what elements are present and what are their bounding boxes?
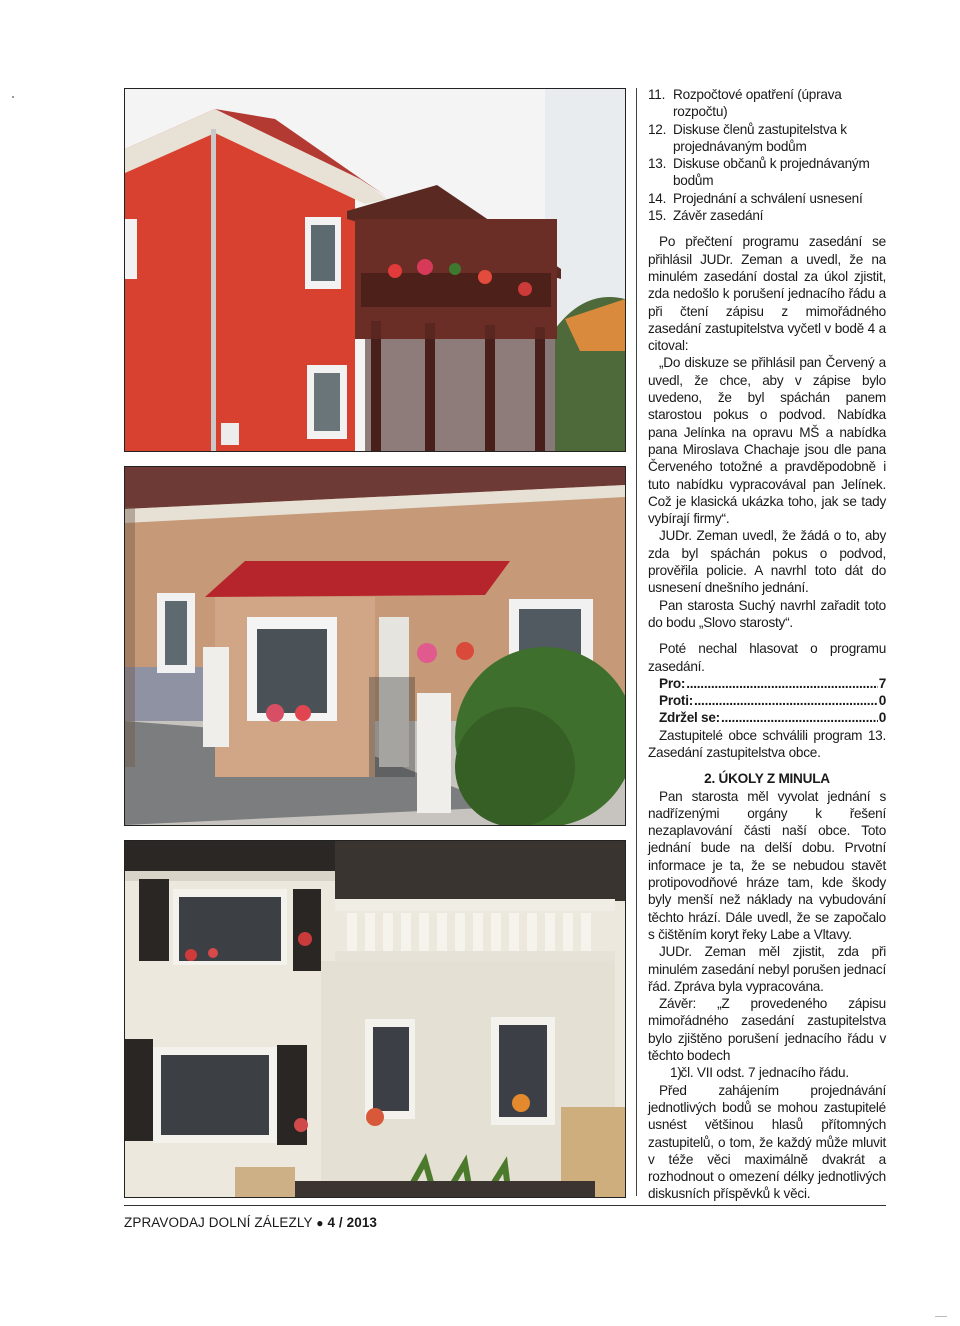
vote-label: Zdržel se: xyxy=(659,710,720,726)
vote-row-proti xyxy=(648,692,886,709)
footer-issue: 4 / 2013 xyxy=(327,1215,378,1230)
agenda-item xyxy=(648,155,886,190)
photo-white-house-balustrade xyxy=(124,840,626,1198)
agenda-item xyxy=(648,86,886,121)
agenda-item-number: 12. xyxy=(648,121,667,137)
agenda-list xyxy=(648,86,886,224)
scan-edge-mark xyxy=(935,1316,947,1317)
scan-speck xyxy=(12,96,14,98)
footer-divider xyxy=(124,1205,886,1206)
article-text-column xyxy=(648,86,886,1203)
vote-label: Pro: xyxy=(659,675,686,691)
vote-value: 0 xyxy=(878,710,886,726)
vote-value: 0 xyxy=(878,693,886,709)
paragraph-vote-intro: Poté nechal hlasovat o programu zasedání. xyxy=(648,641,886,674)
agenda-item-number: 13. xyxy=(648,156,667,172)
page-footer xyxy=(124,1215,377,1230)
paragraph-rules: Před zahájením projednávání jednotlivých bodů se mohou zastupitelé usnést většinou hlasů přítomných zastupitelů, o tom, že každý může mluvit v téže věci maximálně dvakrát a rozhodnout o omezení délky jednotlivých diskusních příspěvků k věci. xyxy=(648,1082,886,1202)
agenda-item-text: Diskuse členů zastupitelstva k projednávaným bodům xyxy=(673,121,847,154)
agenda-item-number: 15. xyxy=(648,208,667,224)
vote-value: 7 xyxy=(878,675,886,691)
agenda-item-text: Rozpočtové opatření (úprava rozpočtu) xyxy=(673,87,842,120)
agenda-item-number: 11. xyxy=(648,87,666,102)
photo-beige-house-red-porch xyxy=(124,466,626,826)
vote-row-zdrzel xyxy=(648,709,886,726)
agenda-item xyxy=(648,121,886,156)
section-heading: 2. ÚKOLY Z MINULA xyxy=(704,771,830,787)
bullet-icon: ● xyxy=(316,1216,324,1230)
agenda-item-text: Závěr zasedání xyxy=(673,208,764,224)
paragraph-judr-intro: Po přečtení programu zasedání se přihlásil JUDr. Zeman a uvedl, že na minulém zasedání dostal za úkol zjistit, zda nedošlo k porušení jednacího řádu a při čtení zápisu z mimořádného zasedání zastupitelstva vyčetl v bodě 4 a citoval: xyxy=(648,234,886,354)
agenda-item xyxy=(648,207,886,224)
footer-title: ZPRAVODAJ DOLNÍ ZÁLEZLY xyxy=(124,1215,313,1230)
vote-label: Proti: xyxy=(659,693,693,709)
paragraph-conclusion: Závěr: „Z provedeného zápisu mimořádného zasedání zastupitelstva bylo zjištěno porušení jednacího řádu v těchto bodech xyxy=(648,996,886,1064)
enum-number: 1) xyxy=(670,1065,682,1081)
agenda-item-text: Diskuse občanů k projednávaným bodům xyxy=(673,156,870,189)
column-divider xyxy=(636,88,637,1196)
paragraph-judr-report: JUDr. Zeman měl zjistit, zda při minulém zasedání nebyl porušen jednací řád. Zpráva byla vypracována. xyxy=(648,944,886,994)
paragraph-quote: „Do diskuze se přihlásil pan Červený a uvedl, že chce, aby v zápise bylo uvedeno, že byl spáchán panem starostou pokus o podvod. Nabídka pana Jelínka na opravu MŠ a nabídka pana Miroslava Chachaje jsou dle pana Červeného totožné a pravděpodobně i tuto nabídku vypracovával pan Jelínek. Což je klasická ukázka toho, jak se tady vybírají firmy“. xyxy=(648,355,886,527)
agenda-item xyxy=(648,190,886,207)
paragraph-enum-item xyxy=(648,1064,886,1081)
paragraph-program-approved: Zastupitelé obce schválili program 13. Zasedání zastupitelstva obce. xyxy=(648,727,886,760)
photo-red-house-wooden-balcony xyxy=(124,88,626,452)
agenda-item-text: Projednání a schválení usnesení xyxy=(673,190,863,206)
paragraph-starosta: Pan starosta Suchý navrhl zařadit toto do bodu „Slovo starosty“. xyxy=(648,597,886,630)
vote-row-pro xyxy=(648,675,886,692)
paragraph-police: JUDr. Zeman uvedl, že žádá o to, aby zda byl spáchán pokus o podvod, prověřila policie. A navrhl toto dát do usnesení dnešního jednání. xyxy=(648,528,886,596)
enum-text: čl. VII odst. 7 jednacího řádu. xyxy=(680,1065,849,1081)
agenda-item-number: 14. xyxy=(648,190,667,206)
paragraph-flood: Pan starosta měl vyvolat jednání s nadřízenými orgány k řešení nezaplavování části naší obce. Toto jednání bude na delší dobu. Prvotní informace je ta, že se nebudou stavět protipovodňové hráze tam, kde škody byly menší než náklady na vybudování těchto hrází. Dále uvedl, že se započalo s čištěním koryt řeky Labe a Vltavy. xyxy=(648,788,886,942)
